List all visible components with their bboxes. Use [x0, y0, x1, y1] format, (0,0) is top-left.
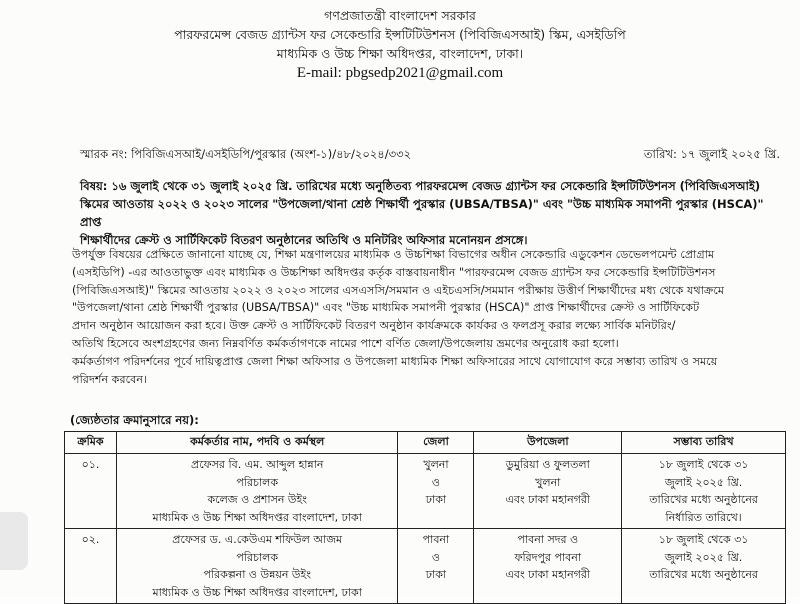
- body-line: (পিবিজিএসআই)" স্কিমের আওতায় ২০২২ ও ২০২৩ সালের এসএসসি/সমমান ও এইচএসসি/সমমান পরীক্ষায় উত্তীর্ণ শিক্ষার্থীদের মধ্য থেকে যথাক্রমে: [72, 283, 725, 297]
- body-line: (এসইডিপি) -এর আওতাভুক্ত এবং মাধ্যমিক ও উচ্চশিক্ষা অধিদপ্তর কর্তৃক বাস্তবায়নাধীন "পারফরমেন্স বেজড গ্র্যান্টস ফর সেকেন্ডারি ইন্সটিটিউশনস: [72, 265, 716, 279]
- memo-date: তারিখ: ১৭ জুলাই ২০২৫ খ্রি.: [643, 147, 780, 161]
- date-line: তারিখের মধ্যে অনুষ্ঠানের: [649, 568, 758, 581]
- col-header-district: জেলা: [398, 432, 474, 454]
- table-row: [65, 454, 786, 529]
- upazila-line: খুলনা: [535, 475, 561, 489]
- upazila-cell: [474, 529, 622, 604]
- upazila-line: এবং ঢাকা মহানগরী: [505, 493, 591, 506]
- memo-ref-row: [80, 146, 780, 165]
- body-line: কর্মকর্তাগণ পরিদর্শনের পূর্বে দায়িত্বপ্রাপ্ত জেলা শিক্ষা অফিসার ও উপজেলা মাধ্যমিক শিক্ষা অফিসারের সাথে যোগাযোগ করে সম্ভাব্য তারিখ ও সময়ে: [72, 354, 718, 368]
- body-line: "উপজেলা/থানা শ্রেষ্ঠ শিক্ষার্থী পুরস্কার (UBSA/TBSA)" এবং "উচ্চ মাধ্যমিক সমাপনী পুরস্কার (HSCA)" প্রাপ্ত শিক্ষার্থীদের ক্রেস্ট ও সার্টিফিকেট: [72, 301, 700, 315]
- body-paragraph: [72, 246, 784, 388]
- upazila-line: ডুমুরিয়া ও ফুলতলা: [505, 458, 590, 471]
- officer-office: মাধ্যমিক ও উচ্চ শিক্ষা অধিদপ্তর বাংলাদেশ, ঢাকা: [152, 510, 362, 524]
- col-header-serial: ক্রমিক: [65, 432, 117, 454]
- date-cell: [622, 454, 786, 529]
- subject-block: [80, 177, 780, 249]
- table-header-row: [65, 432, 786, 454]
- subject-line: বিষয়: ১৬ জুলাই থেকে ৩১ জুলাই ২০২৫ খ্রি. তারিখের মধ্যে অনুষ্ঠিতব্য পারফরমেন্স বেজড গ্র্যান্টস ফর সেকেন্ডারি ইন্সটিটিউশনস (পিবিজিএসআই): [80, 179, 761, 193]
- district-name: খুলনা: [423, 458, 449, 471]
- district-conj: ও: [431, 475, 440, 489]
- scheme-title: পারফরমেন্স বেজড গ্র্যান্টস ফর সেকেন্ডারি ইন্সটিটিউশনস (পিবিজিএসআই) স্কিম, এসইডিপি: [174, 27, 626, 42]
- memo-number: স্মারক নং: পিবিজিএসআই/এসইডিপি/পুরস্কার (অংশ-১)/৪৮/২০২৪/৩৩২: [80, 147, 412, 161]
- email-line: E-mail: pbgsedp2021@gmail.com: [296, 65, 504, 81]
- officer-designation: পরিচালক: [236, 550, 279, 564]
- date-line: জুলাই ২০২৫ খ্রি.: [664, 550, 743, 564]
- district-name: ঢাকা: [425, 568, 447, 581]
- date-line: জুলাই ২০২৫ খ্রি.: [664, 475, 743, 489]
- list-heading: (জ্যেষ্ঠতার ক্রমানুসারে নয়):: [70, 413, 199, 427]
- body-line: উপর্যুক্ত বিষয়ের প্রেক্ষিতে জানানো যাচ্ছে যে, শিক্ষা মন্ত্রণালয়ের মাধ্যমিক ও উচ্চশিক্ষা বিভাগের অধীন সেকেন্ডারি এডুকেশন ডেভেলপমেন্ট প্রোগ্রাম: [72, 248, 715, 261]
- date-line: নির্ধারিত তারিখে।: [665, 510, 742, 524]
- upazila-cell: [474, 454, 622, 529]
- upazila-line: এবং ঢাকা মহানগরী: [505, 568, 591, 581]
- officer-wing: কলেজ ও প্রশাসন উইং: [207, 493, 307, 506]
- upazila-line: ফরিদপুর পাবনা: [514, 550, 582, 564]
- subject-line: শিক্ষার্থীদের ক্রেস্ট ও সার্টিফিকেট বিতরণ অনুষ্ঠানের অতিথি ও মনিটরিং অফিসার মনোনয়ন প্রসঙ্গে।: [80, 233, 528, 247]
- date-cell: [622, 529, 786, 604]
- officer-cell: [116, 529, 398, 604]
- col-header-date: সম্ভাব্য তারিখ: [622, 432, 786, 454]
- officer-wing: পরিকল্পনা ও উন্নয়ন উইং: [203, 568, 311, 581]
- upazila-line: পাবনা সদর ও: [517, 533, 579, 546]
- date-line: ১৮ জুলাই থেকে ৩১: [658, 533, 749, 546]
- viewer-side-tab[interactable]: [0, 512, 28, 570]
- serial-cell: ০১.: [65, 454, 117, 529]
- body-line: প্রদান অনুষ্ঠান আয়োজন করা হবে। উক্ত ক্রেস্ট ও সার্টিফিকেট বিতরণ অনুষ্ঠান কার্যক্রমকে কার্যকর ও ফলপ্রসূ করার লক্ষ্যে সার্বিক মনিটরিং/: [72, 319, 676, 333]
- serial-cell: ০২.: [65, 529, 117, 604]
- table-row: [65, 529, 786, 604]
- officer-table: [64, 431, 786, 604]
- col-header-upazila: উপজেলা: [474, 432, 622, 454]
- officer-name: প্রফেসর বি. এম. আব্দুল হান্নান: [190, 458, 324, 471]
- col-header-officer: কর্মকর্তার নাম, পদবি ও কর্মস্থল: [116, 432, 398, 454]
- date-line: ১৮ জুলাই থেকে ৩১: [658, 458, 749, 471]
- govt-title: গণপ্রজাতন্ত্রী বাংলাদেশ সরকার: [324, 8, 476, 23]
- letterhead: [0, 6, 800, 83]
- body-line: অতিথি হিসেবে অংশগ্রহণের জন্য নিম্নবর্ণিত কর্মকর্তাগণকে নামের পাশে বর্ণিত জেলা/উপজেলায় ভ্রমণের অনুরোধ করা হলো।: [72, 336, 619, 350]
- officer-cell: [116, 454, 398, 529]
- date-line: তারিখের মধ্যে অনুষ্ঠানের: [649, 493, 758, 506]
- district-conj: ও: [431, 550, 440, 564]
- district-name: ঢাকা: [425, 493, 447, 506]
- district-cell: [398, 454, 474, 529]
- district-name: পাবনা: [422, 533, 450, 546]
- officer-office: মাধ্যমিক ও উচ্চ শিক্ষা অধিদপ্তর বাংলাদেশ, ঢাকা: [152, 585, 362, 599]
- officer-name: প্রফেসর ড. এ.কেউএম শফিউল আজম: [172, 533, 343, 546]
- officer-designation: পরিচালক: [236, 475, 279, 489]
- directorate-title: মাধ্যমিক ও উচ্চ শিক্ষা অধিদপ্তর, বাংলাদেশ, ঢাকা।: [276, 46, 524, 61]
- body-line: পরিদর্শন করবেন।: [72, 372, 148, 386]
- subject-line: স্কিমের আওতায় ২০২২ ও ২০২৩ সালের "উপজেলা/থানা শ্রেষ্ঠ শিক্ষার্থী পুরস্কার (UBSA/TBSA)" এবং "উচ্চ মাধ্যমিক সমাপনী পুরস্কার (HSCA)" প্রাপ্ত: [80, 197, 764, 229]
- district-cell: [398, 529, 474, 604]
